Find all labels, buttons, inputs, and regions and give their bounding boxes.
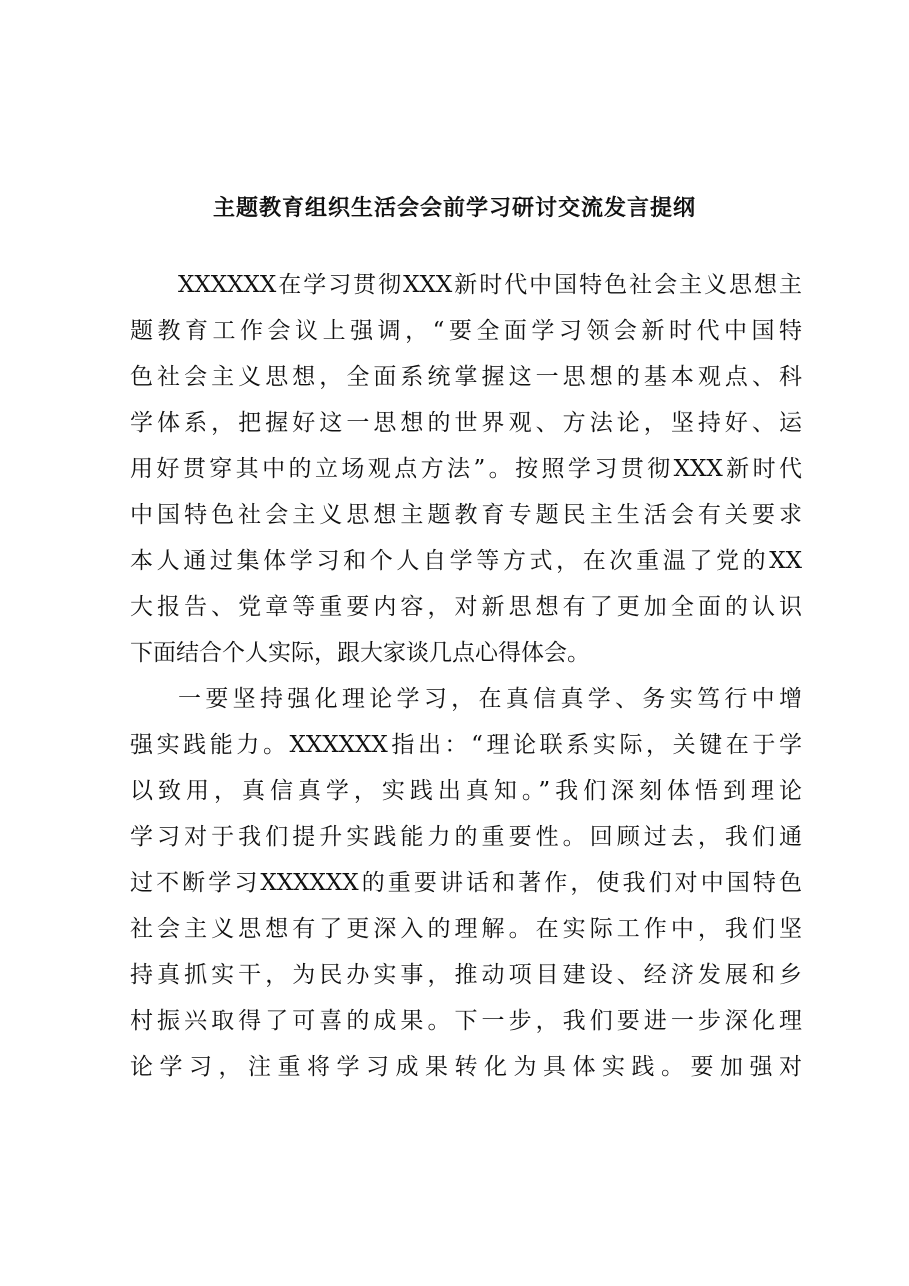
paragraph-2-line-1: 一要坚持强化理论学习，在真信真学、务实笃行中增	[178, 686, 802, 712]
paragraph-1-line-6: 中国特色社会主义思想主题教育专题民主生活会有关要求	[130, 502, 802, 528]
paragraph-2-line-9: 论学习，注重将学习成果转化为具体实践。要加强对	[130, 1054, 802, 1080]
paragraph-2-line-5: 过不断学习XXXXXX的重要讲话和著作，使我们对中国特色	[130, 870, 802, 896]
paragraph-1-line-1: XXXXXX在学习贯彻XXX新时代中国特色社会主义思想主	[178, 272, 802, 298]
paragraph-2-line-2: 强实践能力。XXXXXX指出：“理论联系实际，关键在于学	[130, 732, 802, 758]
paragraph-1-line-5: 用好贯穿其中的立场观点方法”。按照学习贯彻XXX新时代	[130, 456, 802, 482]
paragraph-2-line-7: 持真抓实干，为民办实事，推动项目建设、经济发展和乡	[130, 962, 802, 988]
paragraph-1-line-8: 大报告、党章等重要内容，对新思想有了更加全面的认识	[130, 594, 802, 620]
paragraph-1-line-3: 色社会主义思想，全面系统掌握这一思想的基本观点、科	[130, 364, 802, 390]
paragraph-2-line-8: 村振兴取得了可喜的成果。下一步，我们要进一步深化理	[130, 1008, 802, 1034]
paragraph-1-line-4: 学体系，把握好这一思想的世界观、方法论，坚持好、运	[130, 410, 802, 436]
paragraph-1-line-9: 下面结合个人实际，跟大家谈几点心得体会。	[130, 640, 590, 666]
paragraph-2-line-3: 以致用，真信真学，实践出真知。”我们深刻体悟到理论	[130, 778, 802, 804]
paragraph-2-line-4: 学习对于我们提升实践能力的重要性。回顾过去，我们通	[130, 824, 802, 850]
document-title: 主题教育组织生活会会前学习研讨交流发言提纲	[212, 195, 696, 221]
document-body	[130, 262, 802, 1090]
paragraph-1-line-2: 题教育工作会议上强调，“要全面学习领会新时代中国特	[130, 318, 802, 344]
paragraph-1-line-7: 本人通过集体学习和个人自学等方式，在次重温了党的XX	[130, 548, 802, 574]
paragraph-2-line-6: 社会主义思想有了更深入的理解。在实际工作中，我们坚	[130, 916, 802, 942]
